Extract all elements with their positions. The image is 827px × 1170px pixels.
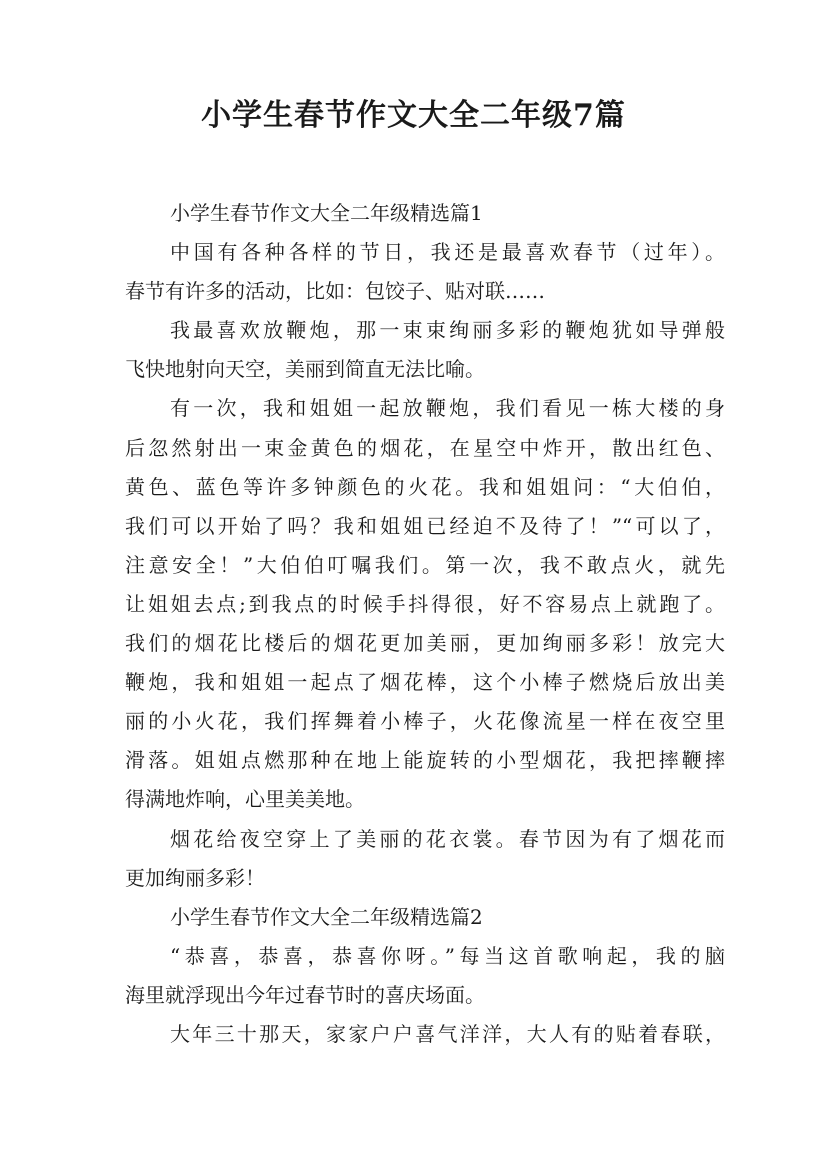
document-title: 小学生春节作文大全二年级7篇	[201, 98, 626, 133]
paragraph-line: 让姐姐去点;到我点的时候手抖得很，好不容易点上就跑了。	[125, 591, 725, 616]
paragraph-line: 得满地炸响，心里美美地。	[125, 787, 365, 812]
document-body	[125, 194, 725, 1054]
paragraph-line: 注意安全！”大伯伯叮嘱我们。第一次，我不敢点火，就先	[125, 552, 725, 577]
section-heading-1: 小学生春节作文大全二年级精选篇1	[170, 201, 483, 225]
paragraph-line: 中国有各种各样的节日，我还是最喜欢春节（过年）。	[170, 240, 725, 265]
paragraph-line: 更加绚丽多彩！	[125, 865, 265, 890]
paragraph-line: “恭喜，恭喜，恭喜你呀。”每当这首歌响起，我的脑	[170, 943, 725, 968]
paragraph-line: 我们可以开始了吗？我和姐姐已经迫不及待了！”“可以了，	[125, 513, 725, 538]
paragraph-line: 黄色、蓝色等许多钟颜色的火花。我和姐姐问：“大伯伯，	[125, 474, 725, 499]
section-heading-2: 小学生春节作文大全二年级精选篇2	[170, 904, 483, 929]
paragraph-line: 后忽然射出一束金黄色的烟花，在星空中炸开，散出红色、	[125, 435, 725, 460]
paragraph-line: 丽的小火花，我们挥舞着小棒子，火花像流星一样在夜空里	[125, 709, 725, 734]
paragraph-line: 春节有许多的活动，比如：包饺子、贴对联……	[125, 279, 545, 304]
paragraph-line: 飞快地射向天空，美丽到简直无法比喻。	[125, 357, 485, 382]
paragraph-line: 有一次，我和姐姐一起放鞭炮，我们看见一栋大楼的身	[170, 396, 725, 421]
paragraph-line: 我们的烟花比楼后的烟花更加美丽，更加绚丽多彩！放完大	[125, 631, 725, 656]
paragraph-line: 烟花给夜空穿上了美丽的花衣裳。春节因为有了烟花而	[170, 826, 725, 851]
paragraph-line: 滑落。姐姐点燃那种在地上能旋转的小型烟花，我把摔鞭摔	[125, 748, 725, 773]
paragraph-line: 大年三十那天，家家户户喜气洋洋，大人有的贴着春联，	[170, 1021, 725, 1046]
paragraph-line: 海里就浮现出今年过春节时的喜庆场面。	[125, 982, 485, 1007]
paragraph-line: 我最喜欢放鞭炮，那一束束绚丽多彩的鞭炮犹如导弹般	[170, 318, 725, 343]
paragraph-line: 鞭炮，我和姐姐一起点了烟花棒，这个小棒子燃烧后放出美	[125, 670, 725, 695]
